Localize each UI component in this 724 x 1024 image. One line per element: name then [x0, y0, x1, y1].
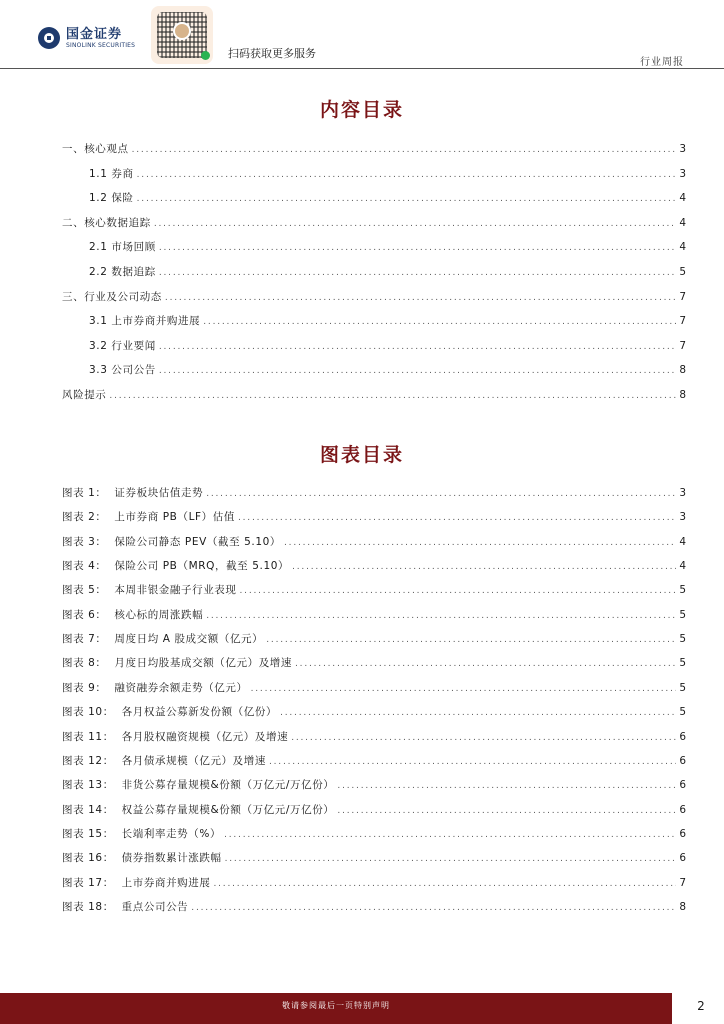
contents-entry[interactable]: [62, 388, 686, 403]
contents-entry[interactable]: [89, 167, 686, 182]
figures-entry-label: 图表 3： 保险公司静态 PEV（截至 5.10）: [62, 535, 281, 548]
contents-entry-page: 8: [679, 389, 686, 401]
figures-entry-label: 图表 15： 长端利率走势（%）: [62, 827, 222, 840]
dot-leader: [191, 901, 676, 915]
figures-entry-label: 图表 1： 证券板块估值走势: [62, 487, 204, 499]
contents-entry[interactable]: [89, 191, 686, 206]
contents-entry-page: 5: [679, 266, 686, 278]
figures-entry-page: 4: [679, 560, 686, 573]
figures-title: 图表目录: [319, 444, 404, 466]
figures-entry[interactable]: [62, 778, 686, 793]
contents-entry-page: 4: [679, 192, 686, 205]
dot-leader: [165, 291, 676, 305]
figures-entry-page: 6: [679, 827, 686, 840]
figures-entry-label: 图表 13： 非货公募存量规模&份额（万亿元/万亿份）: [62, 779, 335, 792]
contents-entry-page: 4: [679, 216, 686, 229]
figures-entry[interactable]: [62, 827, 686, 842]
figures-entry-page: 5: [679, 584, 686, 597]
figures-entry-label: 图表 6： 核心标的周涨跌幅: [62, 608, 204, 621]
contents-entry[interactable]: [89, 339, 686, 354]
figures-entry-page: 3: [679, 511, 686, 524]
logo-name-cn: 国金证券: [66, 26, 123, 42]
dot-leader: [251, 682, 677, 696]
qr-code-icon[interactable]: [151, 6, 213, 64]
figures-entry-page: 6: [679, 803, 686, 816]
contents-entry-label: 3.1 上市券商并购进展: [89, 315, 201, 328]
contents-entry-label: 三、行业及公司动态: [62, 290, 162, 303]
dot-leader: [132, 143, 677, 157]
figures-entry-page: 5: [679, 608, 686, 621]
dot-leader: [159, 241, 676, 255]
figures-entry[interactable]: [62, 705, 686, 720]
contents-entry-label: 3.2 行业要闻: [89, 339, 156, 352]
dot-leader: [337, 779, 676, 793]
figures-entry[interactable]: [62, 535, 686, 550]
report-type-label: 行业周报: [640, 57, 684, 68]
page-header: [0, 0, 724, 70]
dot-leader: [206, 487, 676, 501]
contents-entry-label: 1.2 保险: [89, 192, 134, 205]
contents-entry-page: 7: [679, 339, 686, 352]
figures-entry-page: 6: [679, 852, 686, 865]
contents-entry-label: 3.3 公司公告: [89, 364, 156, 377]
figures-entry[interactable]: [62, 486, 686, 501]
contents-entry-page: 4: [679, 241, 686, 254]
contents-entry-label: 2.1 市场回顾: [89, 241, 156, 254]
figures-entry-page: 6: [679, 754, 686, 767]
logo-mark-icon: [38, 27, 60, 49]
figures-entry[interactable]: [62, 803, 686, 818]
figures-entry-label: 图表 2： 上市券商 PB（LF）估值: [62, 511, 235, 524]
company-logo: [38, 27, 135, 49]
dot-leader: [238, 511, 676, 525]
contents-entry-page: 3: [679, 143, 686, 155]
dot-leader: [295, 657, 676, 671]
contents-entry-label: 1.1 券商: [89, 167, 134, 180]
figures-entry-page: 6: [679, 730, 686, 743]
figures-entry-label: 图表 17： 上市券商并购进展: [62, 876, 211, 889]
page-number: 2: [697, 999, 705, 1013]
figures-entry[interactable]: [62, 510, 686, 525]
figures-entry-page: 4: [679, 535, 686, 548]
header-divider: [0, 68, 724, 69]
figures-entry-label: 图表 14： 权益公募存量规模&份额（万亿元/万亿份）: [62, 803, 335, 816]
figures-entry-page: 5: [679, 633, 686, 646]
figures-entry[interactable]: [62, 876, 686, 891]
figures-entry[interactable]: [62, 900, 686, 915]
dot-leader: [269, 755, 676, 769]
figures-entry-page: 6: [679, 779, 686, 792]
contents-entry-page: 7: [679, 315, 686, 328]
figures-entry-label: 图表 10： 各月权益公募新发份额（亿份）: [62, 706, 278, 719]
dot-leader: [284, 536, 676, 550]
figures-entry-label: 图表 7： 周度日均 A 股成交额（亿元）: [62, 633, 264, 646]
dot-leader: [291, 731, 676, 745]
wechat-badge-icon: [201, 51, 210, 60]
contents-entry-page: 3: [679, 167, 686, 180]
figures-entry[interactable]: [62, 730, 686, 745]
dot-leader: [224, 828, 676, 842]
dot-leader: [159, 364, 676, 378]
contents-entry[interactable]: [89, 363, 686, 378]
dot-leader: [266, 633, 676, 647]
figures-entry-label: 图表 5： 本周非银金融子行业表现: [62, 584, 237, 597]
figures-entry[interactable]: [62, 754, 686, 769]
figures-entry-label: 图表 8： 月度日均股基成交额（亿元）及增速: [62, 657, 292, 670]
contents-entry-label: 一、核心观点: [62, 143, 129, 155]
dot-leader: [280, 706, 676, 720]
contents-entry-page: 8: [679, 364, 686, 377]
contents-entry[interactable]: [62, 216, 686, 231]
dot-leader: [240, 584, 677, 598]
dot-leader: [109, 389, 676, 403]
contents-entry[interactable]: [89, 265, 686, 280]
dot-leader: [137, 168, 677, 182]
dot-leader: [159, 266, 676, 280]
contents-entry-label: 2.2 数据追踪: [89, 266, 156, 278]
contents-entry[interactable]: [62, 142, 686, 157]
logo-name-en: SINOLINK SECURITIES: [66, 41, 136, 49]
figures-entry[interactable]: [62, 583, 686, 598]
dot-leader: [292, 560, 676, 574]
figures-entry-page: 5: [679, 657, 686, 670]
footer-disclaimer: 敬请参阅最后一页特别声明: [282, 1001, 390, 1010]
figures-entry-page: 8: [679, 900, 686, 913]
figures-entry[interactable]: [62, 656, 686, 671]
figures-entry-page: 7: [679, 876, 686, 889]
figures-entry[interactable]: [62, 559, 686, 574]
figures-entry-page: 5: [679, 706, 686, 719]
figures-entry-label: 图表 18： 重点公司公告: [62, 900, 189, 913]
contents-title: 内容目录: [319, 99, 404, 121]
dot-leader: [137, 192, 677, 206]
scan-cta-text: 扫码获取更多服务: [228, 47, 316, 60]
figures-entry-label: 图表 16： 债券指数累计涨跌幅: [62, 852, 222, 865]
contents-entry-page: 7: [679, 290, 686, 303]
figures-entry-label: 图表 11： 各月股权融资规模（亿元）及增速: [62, 730, 289, 743]
dot-leader: [225, 852, 677, 866]
figures-entry-label: 图表 4： 保险公司 PB（MRQ，截至 5.10）: [62, 560, 290, 573]
figures-entry-page: 3: [679, 487, 686, 499]
dot-leader: [337, 804, 676, 818]
contents-entry[interactable]: [89, 240, 686, 255]
figures-entry[interactable]: [62, 681, 686, 696]
dot-leader: [154, 217, 677, 231]
dot-leader: [213, 877, 676, 891]
figures-entry-label: 图表 12： 各月债承规模（亿元）及增速: [62, 754, 266, 767]
figures-entry[interactable]: [62, 632, 686, 647]
contents-entry-label: 风险提示: [62, 389, 107, 401]
contents-entry-label: 二、核心数据追踪: [62, 216, 151, 229]
dot-leader: [159, 340, 676, 354]
contents-entry[interactable]: [89, 314, 686, 329]
figures-entry-label: 图表 9： 融资融券余额走势（亿元）: [62, 681, 248, 694]
dot-leader: [206, 609, 676, 623]
contents-entry[interactable]: [62, 290, 686, 305]
figures-entry-page: 5: [679, 681, 686, 694]
figures-entry[interactable]: [62, 608, 686, 623]
dot-leader: [203, 315, 676, 329]
figures-entry[interactable]: [62, 851, 686, 866]
